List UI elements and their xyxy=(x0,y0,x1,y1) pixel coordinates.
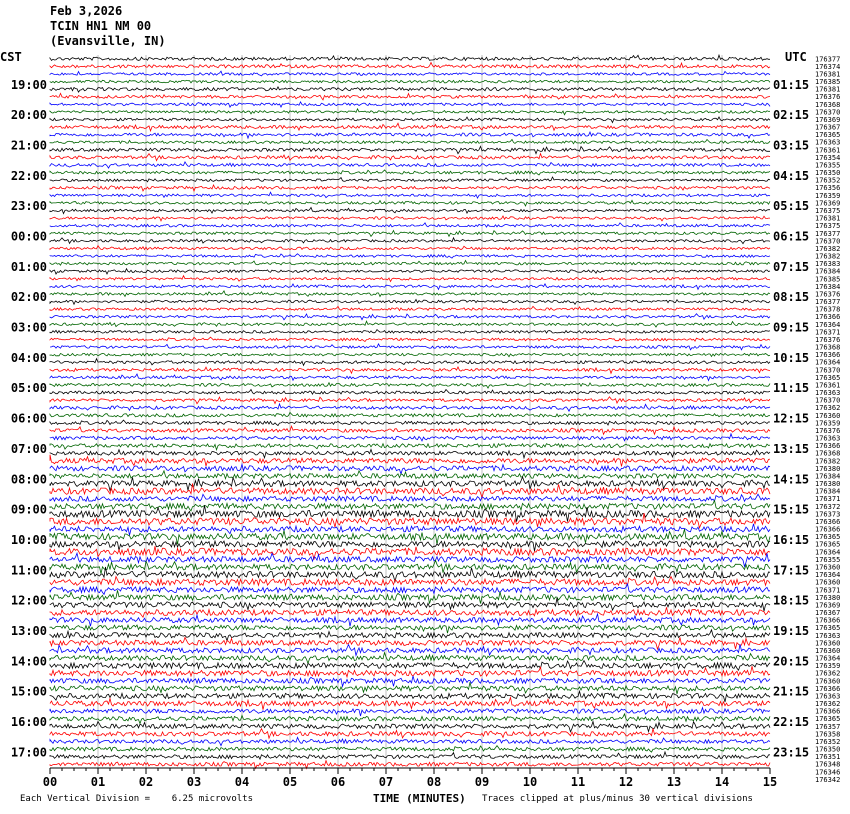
left-hour-label: 04:00 xyxy=(10,350,47,365)
trace-line xyxy=(50,729,770,739)
trace-line xyxy=(50,666,770,677)
trace-line xyxy=(50,426,770,434)
trace-id-label: 176360 xyxy=(815,677,841,686)
right-hour-label: 20:15 xyxy=(773,654,810,669)
x-axis-title: TIME (MINUTES) xyxy=(373,792,466,805)
trace-line xyxy=(50,192,770,198)
trace-id-label: 176364 xyxy=(815,571,841,580)
trace-line xyxy=(50,208,770,214)
trace-id-label: 176380 xyxy=(815,464,841,473)
trace-line xyxy=(50,185,770,191)
trace-id-label: 176362 xyxy=(815,669,841,678)
left-hour-label: 02:00 xyxy=(10,290,47,305)
trace-line xyxy=(50,397,770,404)
trace-id-label: 176370 xyxy=(815,366,841,375)
trace-id-label: 176362 xyxy=(815,404,841,413)
trace-id-label: 176365 xyxy=(815,624,841,633)
trace-id-label: 176363 xyxy=(815,692,841,701)
grid xyxy=(98,55,722,768)
x-tick-label: 03 xyxy=(186,775,202,789)
trace-line xyxy=(50,123,770,131)
traces xyxy=(50,55,770,768)
trace-id-label: 176360 xyxy=(815,563,841,572)
trace-line xyxy=(50,413,770,417)
trace-id-label: 176373 xyxy=(815,510,841,519)
trace-line xyxy=(50,752,770,759)
trace-id-label: 176350 xyxy=(815,745,841,754)
trace-id-label: 176364 xyxy=(815,358,841,367)
x-tick-label: 09 xyxy=(474,775,490,789)
trace-line xyxy=(50,109,770,115)
trace-id-label: 176364 xyxy=(815,320,841,329)
trace-line xyxy=(50,722,770,732)
trace-id-label: 176363 xyxy=(815,434,841,443)
right-hour-label: 17:15 xyxy=(773,563,810,578)
trace-id-label: 176377 xyxy=(815,229,841,238)
trace-line xyxy=(50,584,770,595)
trace-line xyxy=(50,80,770,83)
trace-line xyxy=(50,390,770,395)
trace-id-label: 176360 xyxy=(815,639,841,648)
trace-line xyxy=(50,330,770,334)
right-hour-label: 21:15 xyxy=(773,684,810,699)
trace-line xyxy=(50,607,770,617)
trace-id-label: 176367 xyxy=(815,609,841,618)
left-hour-label: 01:00 xyxy=(10,259,47,274)
trace-id-label: 176375 xyxy=(815,206,841,215)
trace-id-label: 176361 xyxy=(815,381,841,390)
x-tick-label: 11 xyxy=(570,775,586,789)
right-hour-label: 14:15 xyxy=(773,472,810,487)
trace-line xyxy=(50,455,770,467)
utc-label: UTC xyxy=(785,50,807,64)
left-hour-label: 23:00 xyxy=(10,199,47,214)
right-hour-label: 18:15 xyxy=(773,593,810,608)
trace-id-label: 176375 xyxy=(815,222,841,231)
trace-id-label: 176369 xyxy=(815,115,841,124)
right-hour-label: 16:15 xyxy=(773,532,810,547)
trace-id-label: 176348 xyxy=(815,760,841,769)
x-tick-label: 10 xyxy=(522,775,538,789)
trace-id-label: 176364 xyxy=(815,548,841,557)
trace-id-label: 176355 xyxy=(815,555,841,564)
trace-id-label: 176360 xyxy=(815,578,841,587)
trace-id-label: 176376 xyxy=(815,426,841,435)
trace-line xyxy=(50,63,770,69)
right-hour-label: 11:15 xyxy=(773,381,810,396)
right-hour-label: 23:15 xyxy=(773,745,810,760)
trace-line xyxy=(50,200,770,206)
trace-id-label: 176364 xyxy=(815,654,841,663)
trace-line xyxy=(50,644,770,655)
trace-id-label: 176372 xyxy=(815,502,841,511)
trace-id-label: 176361 xyxy=(815,146,841,155)
left-hour-label: 09:00 xyxy=(10,502,47,517)
trace-id-label: 176367 xyxy=(815,123,841,132)
right-hour-label: 13:15 xyxy=(773,441,810,456)
trace-id-label: 176378 xyxy=(815,305,841,314)
right-hour-label: 04:15 xyxy=(773,168,810,183)
right-hour-label: 12:15 xyxy=(773,411,810,426)
trace-id-label: 176365 xyxy=(815,131,841,140)
trace-line xyxy=(50,450,770,458)
trace-line xyxy=(50,321,770,327)
trace-id-label: 176366 xyxy=(815,517,841,526)
trace-id-label: 176359 xyxy=(815,662,841,671)
trace-line xyxy=(50,625,770,633)
trace-id-label: 176381 xyxy=(815,70,841,79)
trace-id-label: 176368 xyxy=(815,449,841,458)
trace-id-label: 176370 xyxy=(815,237,841,246)
trace-id-label: 176376 xyxy=(815,290,841,299)
trace-id-label: 176352 xyxy=(815,737,841,746)
trace-id-label: 176366 xyxy=(815,707,841,716)
trace-line xyxy=(50,494,770,501)
right-hour-label: 02:15 xyxy=(773,108,810,123)
trace-line xyxy=(50,682,770,694)
trace-line xyxy=(50,269,770,274)
trace-id-label: 176383 xyxy=(815,260,841,269)
right-hour-label: 08:15 xyxy=(773,290,810,305)
x-tick-label: 14 xyxy=(714,775,730,789)
trace-line xyxy=(50,291,770,297)
trace-id-label: 176377 xyxy=(815,298,841,307)
right-hour-label: 15:15 xyxy=(773,502,810,517)
trace-line xyxy=(50,746,770,752)
trace-line xyxy=(50,246,770,250)
x-tick-label: 13 xyxy=(666,775,682,789)
trace-id-label: 176377 xyxy=(815,55,841,64)
trace-line xyxy=(50,71,770,76)
trace-line xyxy=(50,314,770,320)
trace-line xyxy=(50,154,770,161)
date-label: Feb 3,2026 xyxy=(50,4,123,18)
trace-id-label: 176346 xyxy=(815,768,841,777)
trace-id-label: 176374 xyxy=(815,62,841,71)
left-hour-label: 19:00 xyxy=(10,77,47,92)
trace-id-label: 176362 xyxy=(815,700,841,709)
trace-id-label: 176366 xyxy=(815,351,841,360)
trace-id-label: 176360 xyxy=(815,411,841,420)
trace-id-label: 176385 xyxy=(815,78,841,87)
trace-line xyxy=(50,698,770,710)
trace-id-label: 176363 xyxy=(815,138,841,147)
trace-line xyxy=(50,300,770,305)
trace-id-label: 176359 xyxy=(815,191,841,200)
right-hour-label: 03:15 xyxy=(773,138,810,153)
trace-id-label: 176363 xyxy=(815,389,841,398)
trace-id-label: 176369 xyxy=(815,601,841,610)
trace-line xyxy=(50,708,770,716)
trace-id-label: 176352 xyxy=(815,176,841,185)
trace-id-label: 176384 xyxy=(815,472,841,481)
right-hour-labels xyxy=(773,78,809,759)
left-hour-label: 20:00 xyxy=(10,108,47,123)
trace-id-label: 176350 xyxy=(815,169,841,178)
trace-id-label: 176382 xyxy=(815,457,841,466)
trace-line xyxy=(50,676,770,687)
left-hour-label: 08:00 xyxy=(10,472,47,487)
trace-id-label: 176366 xyxy=(815,313,841,322)
clip-note: Traces clipped at plus/minus 30 vertical divisions xyxy=(482,794,753,804)
trace-id-label: 176370 xyxy=(815,396,841,405)
trace-line xyxy=(50,170,770,175)
x-tick-label: 02 xyxy=(138,775,154,789)
right-hour-label: 22:15 xyxy=(773,714,810,729)
trace-line xyxy=(50,344,770,350)
trace-id-label: 176385 xyxy=(815,275,841,284)
left-hour-label: 12:00 xyxy=(10,593,47,608)
trace-id-label: 176366 xyxy=(815,616,841,625)
trace-id-label: 176355 xyxy=(815,161,841,170)
trace-id-label: 176376 xyxy=(815,335,841,344)
x-tick-label: 00 xyxy=(42,775,58,789)
trace-line xyxy=(50,353,770,357)
trace-id-label: 176351 xyxy=(815,753,841,762)
trace-id-label: 176370 xyxy=(815,108,841,117)
trace-id-label: 176368 xyxy=(815,100,841,109)
trace-id-label: 176354 xyxy=(815,153,841,162)
left-hour-label: 03:00 xyxy=(10,320,47,335)
left-hour-labels xyxy=(11,78,47,759)
right-hour-label: 05:15 xyxy=(773,199,810,214)
trace-line xyxy=(50,55,770,60)
x-axis xyxy=(43,768,777,789)
trace-line xyxy=(50,374,770,381)
trace-line xyxy=(50,661,770,671)
left-hour-label: 22:00 xyxy=(10,168,47,183)
trace-line xyxy=(50,464,770,474)
trace-id-label: 176384 xyxy=(815,267,841,276)
left-hour-label: 00:00 xyxy=(10,229,47,244)
left-hour-label: 13:00 xyxy=(10,623,47,638)
scale-note: Each Vertical Division = 6.25 microvolts xyxy=(20,794,253,804)
trace-line xyxy=(50,614,770,626)
trace-id-label: 176366 xyxy=(815,525,841,534)
trace-id-label: 176365 xyxy=(815,540,841,549)
trace-id-label: 176381 xyxy=(815,214,841,223)
x-tick-label: 08 xyxy=(426,775,442,789)
left-hour-label: 11:00 xyxy=(10,563,47,578)
trace-id-label: 176357 xyxy=(815,722,841,731)
trace-line xyxy=(50,87,770,92)
trace-line xyxy=(50,359,770,366)
trace-line xyxy=(50,737,770,745)
cst-label: CST xyxy=(0,50,22,64)
trace-line xyxy=(50,577,770,586)
x-tick-label: 05 xyxy=(282,775,298,789)
trace-line xyxy=(50,177,770,182)
trace-line xyxy=(50,223,770,227)
left-hour-label: 16:00 xyxy=(10,714,47,729)
trace-id-label: 176380 xyxy=(815,480,841,489)
right-hour-label: 09:15 xyxy=(773,320,810,335)
trace-id-label: 176356 xyxy=(815,184,841,193)
trace-id-label: 176359 xyxy=(815,419,841,428)
trace-line xyxy=(50,420,770,425)
trace-id-label: 176358 xyxy=(815,730,841,739)
trace-id-label: 176381 xyxy=(815,85,841,94)
trace-line xyxy=(50,284,770,290)
x-tick-label: 12 xyxy=(618,775,634,789)
left-hour-label: 21:00 xyxy=(10,138,47,153)
x-tick-label: 06 xyxy=(330,775,346,789)
trace-id-label: 176360 xyxy=(815,646,841,655)
x-tick-label: 01 xyxy=(90,775,106,789)
trace-line xyxy=(50,132,770,138)
trace-line xyxy=(50,383,770,388)
trace-line xyxy=(50,637,770,649)
trace-line xyxy=(50,162,770,168)
trace-id-label: 176365 xyxy=(815,533,841,542)
trace-id-label: 176371 xyxy=(815,586,841,595)
trace-line xyxy=(50,471,770,479)
trace-line xyxy=(50,513,770,528)
x-tick-label: 04 xyxy=(234,775,250,789)
trace-id-label: 176366 xyxy=(815,684,841,693)
left-hour-label: 07:00 xyxy=(10,441,47,456)
left-hour-label: 10:00 xyxy=(10,532,47,547)
trace-line xyxy=(50,560,770,573)
trace-line xyxy=(50,93,770,100)
x-tick-label: 15 xyxy=(762,775,778,789)
trace-id-label: 176368 xyxy=(815,343,841,352)
trace-line xyxy=(50,117,770,123)
trace-line xyxy=(50,261,770,266)
left-hour-label: 05:00 xyxy=(10,381,47,396)
left-hour-label: 06:00 xyxy=(10,411,47,426)
trace-line xyxy=(50,231,770,237)
trace-id-label: 176366 xyxy=(815,442,841,451)
trace-line xyxy=(50,146,770,153)
trace-line xyxy=(50,653,770,664)
right-hour-label: 01:15 xyxy=(773,77,810,92)
trace-id-label: 176384 xyxy=(815,282,841,291)
trace-line xyxy=(50,404,770,411)
trace-id-label: 176365 xyxy=(815,373,841,382)
trace-id-label: 176376 xyxy=(815,93,841,102)
trace-id-label: 176371 xyxy=(815,328,841,337)
trace-line xyxy=(50,276,770,282)
trace-id-label: 176380 xyxy=(815,593,841,602)
trace-id-label: 176382 xyxy=(815,244,841,253)
location-label: (Evansville, IN) xyxy=(50,34,166,48)
trace-line xyxy=(50,140,770,144)
trace-id-label: 176342 xyxy=(815,775,841,784)
trace-line xyxy=(50,691,770,702)
trace-id-label: 176369 xyxy=(815,199,841,208)
trace-id-labels xyxy=(815,55,840,784)
station-label: TCIN HN1 NM 00 xyxy=(50,19,152,33)
trace-id-label: 176363 xyxy=(815,631,841,640)
right-hour-label: 06:15 xyxy=(773,229,810,244)
left-hour-label: 14:00 xyxy=(10,654,47,669)
trace-line xyxy=(50,254,770,258)
trace-line xyxy=(50,761,770,769)
trace-line xyxy=(50,434,770,441)
trace-line xyxy=(50,714,770,724)
right-hour-label: 19:15 xyxy=(773,623,810,638)
trace-id-label: 176371 xyxy=(815,495,841,504)
left-hour-label: 15:00 xyxy=(10,684,47,699)
right-hour-label: 10:15 xyxy=(773,350,810,365)
x-tick-label: 07 xyxy=(378,775,394,789)
trace-line xyxy=(50,367,770,373)
trace-line xyxy=(50,630,770,641)
trace-line xyxy=(50,590,770,603)
trace-line xyxy=(50,102,770,107)
right-hour-label: 07:15 xyxy=(773,259,810,274)
trace-line xyxy=(50,238,770,244)
trace-id-label: 176382 xyxy=(815,252,841,261)
trace-id-label: 176365 xyxy=(815,715,841,724)
trace-id-label: 176384 xyxy=(815,487,841,496)
trace-line xyxy=(50,216,770,221)
trace-line xyxy=(50,500,770,511)
left-hour-label: 17:00 xyxy=(10,745,47,760)
trace-line xyxy=(50,337,770,341)
trace-line xyxy=(50,306,770,310)
trace-line xyxy=(50,444,770,450)
